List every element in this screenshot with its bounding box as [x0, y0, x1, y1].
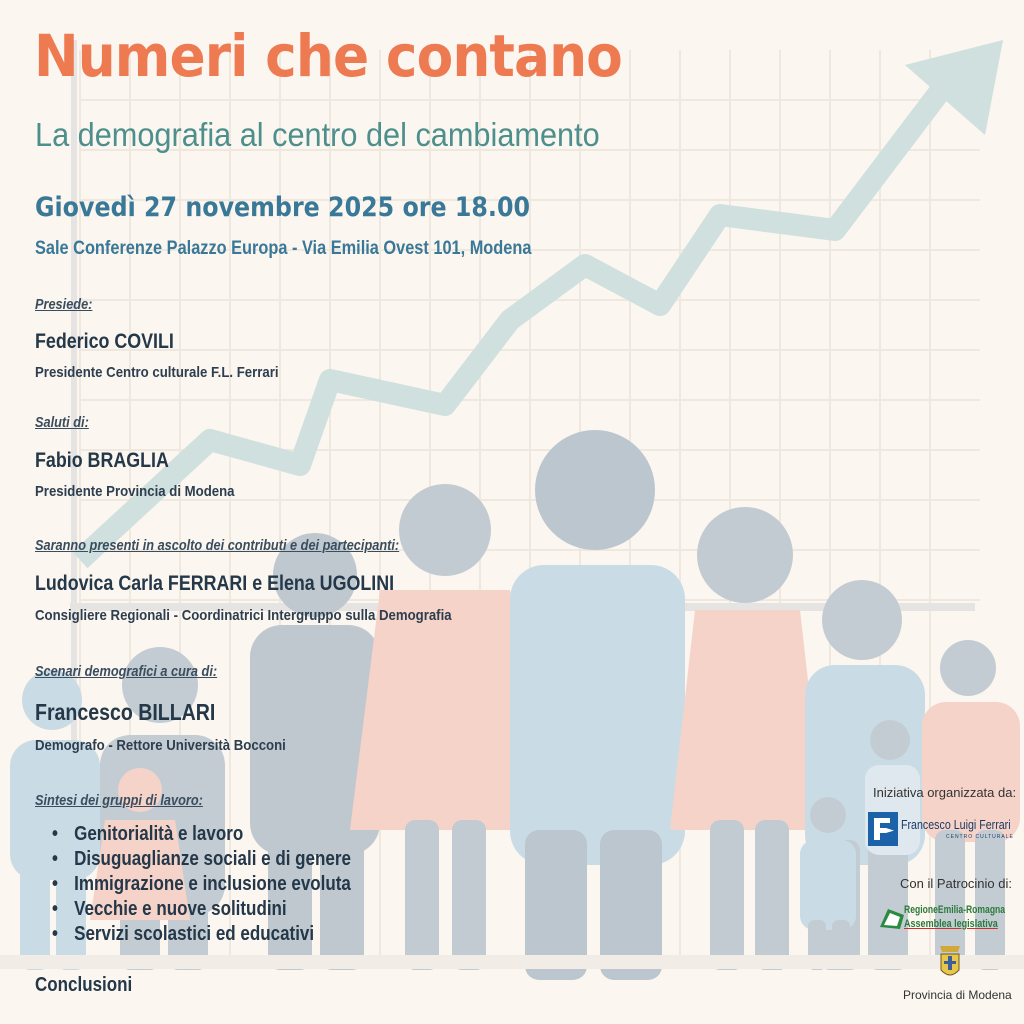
scenari-role: Demografo - Rettore Università Bocconi: [35, 737, 286, 754]
region-line2: Assemblea legislativa: [904, 918, 998, 930]
list-item: • Servizi scolastici ed educativi: [52, 922, 351, 947]
presiede-label: Presiede:: [35, 296, 93, 313]
patronage-label: Con il Patrocinio di:: [900, 876, 1012, 891]
list-item: • Immigrazione e inclusione evoluta: [52, 872, 351, 897]
region-logo: [878, 903, 1013, 935]
organized-by-label: Iniziativa organizzata da:: [873, 785, 1017, 800]
province-name: Provincia di Modena: [903, 988, 1012, 1002]
saluti-label: Saluti di:: [35, 414, 89, 431]
event-venue: Sale Conferenze Palazzo Europa - Via Emilia Ovest 101, Modena: [35, 238, 532, 259]
topics-list: [52, 822, 404, 947]
ferrari-logo-icon: [868, 812, 898, 846]
organizer-name: Francesco Luigi Ferrari: [901, 817, 1011, 832]
page-subtitle: La demografia al centro del cambiamento: [35, 116, 600, 153]
presenti-name: Ludovica Carla FERRARI e Elena UGOLINI: [35, 572, 395, 595]
ground-band: [0, 955, 1024, 969]
scenari-name: Francesco BILLARI: [35, 699, 216, 725]
province-crest-icon: [936, 942, 964, 982]
scenari-label: Scenari demografici a cura di:: [35, 663, 218, 680]
presenti-role: Consigliere Regionali - Coordinatrici Intergruppo sulla Demografia: [35, 607, 452, 624]
sintesi-label: Sintesi dei gruppi di lavoro:: [35, 792, 203, 809]
presiede-role: Presidente Centro culturale F.L. Ferrari: [35, 364, 279, 381]
saluti-role: Presidente Provincia di Modena: [35, 483, 235, 500]
saluti-name: Fabio BRAGLIA: [35, 449, 169, 472]
organizer-logo: [868, 812, 1013, 848]
list-item: • Genitorialità e lavoro: [52, 822, 351, 847]
list-item: • Disuguaglianze sociali e di genere: [52, 847, 351, 872]
conclusion: Conclusioni: [35, 974, 133, 996]
region-line1: RegioneEmilia-Romagna: [904, 904, 1006, 916]
event-date: Giovedì 27 novembre 2025 ore 18.00: [35, 192, 531, 223]
page-title: Numeri che contano: [34, 22, 622, 90]
region-flag-icon: [878, 905, 906, 931]
presenti-label: Saranno presenti in ascolto dei contributi e dei partecipanti:: [35, 537, 400, 554]
presiede-name: Federico COVILI: [35, 330, 174, 353]
organizer-sub: CENTRO CULTURALE: [946, 834, 1014, 840]
list-item: • Vecchie e nuove solitudini: [52, 897, 351, 922]
